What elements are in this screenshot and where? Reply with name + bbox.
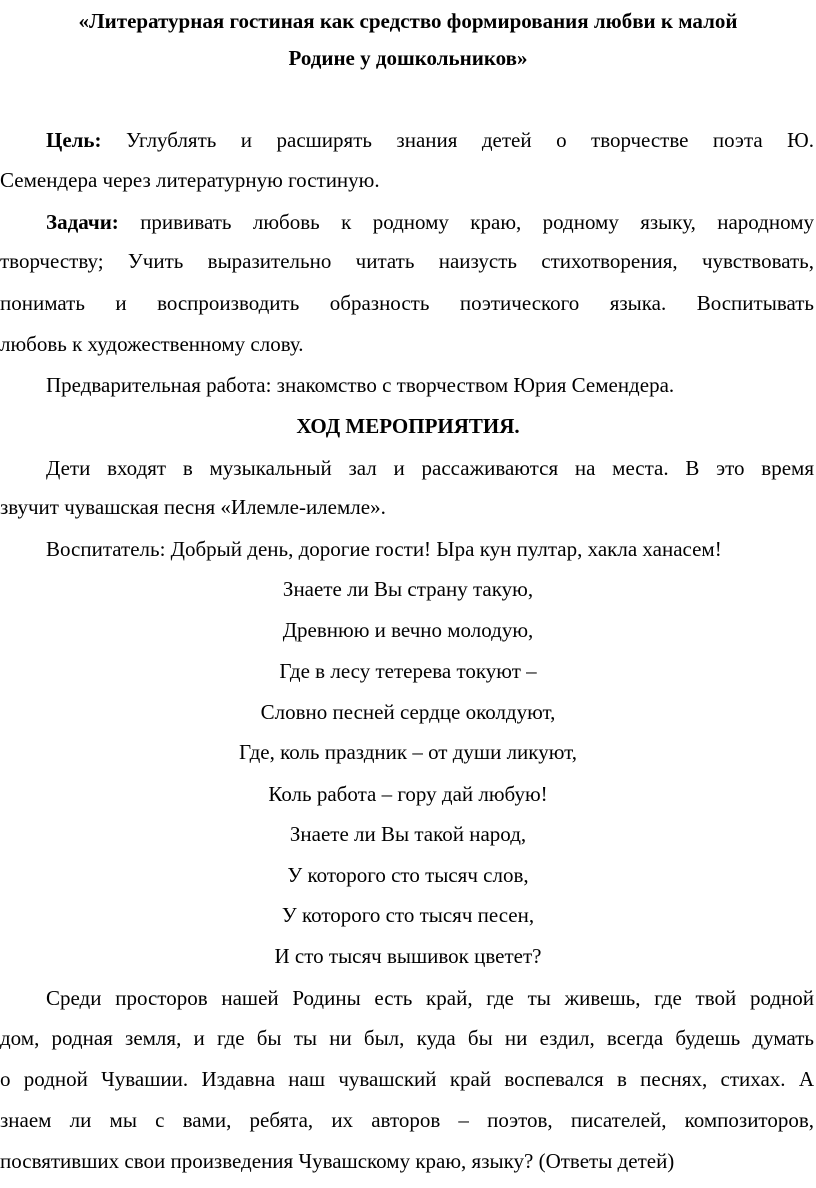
- closing-line-1: Среди просторов нашей Родины есть край, где ты живешь, где твой родной: [46, 986, 814, 1010]
- closing-line-5: посвятивших свои произведения Чувашскому краю, языку? (Ответы детей): [0, 1149, 675, 1173]
- closing-line-3: о родной Чувашии. Издавна наш чувашский край воспевался в песнях, стихах. А: [0, 1067, 814, 1091]
- tasks-paragraph-line-4: любовь к художественному слову.: [0, 332, 304, 356]
- tasks-paragraph-line-3: понимать и воспроизводить образность поэтического языка. Воспитывать: [0, 291, 814, 315]
- goal-text: Углублять и расширять знания детей о творчестве поэта Ю.: [101, 128, 814, 152]
- poem-line: Древнюю и вечно молодую,: [282, 618, 534, 642]
- closing-line-4: знаем ли мы с вами, ребята, их авторов – поэтов, писателей, композиторов,: [0, 1108, 814, 1132]
- section-heading: ХОД МЕРОПРИЯТИЯ.: [296, 414, 520, 438]
- intro-line-1: Дети входят в музыкальный зал и рассаживаются на места. В это время: [46, 456, 814, 480]
- poem-line: У которого сто тысяч песен,: [281, 903, 535, 927]
- poem-line: У которого сто тысяч слов,: [287, 863, 529, 887]
- closing-line-2: дом, родная земля, и где бы ты ни был, куда бы ни ездил, всегда будешь думать: [0, 1026, 814, 1050]
- goal-paragraph-line-1: [46, 127, 814, 153]
- tasks-text: прививать любовь к родному краю, родному языку, народному: [118, 210, 814, 234]
- preliminary-work-line: Предварительная работа: знакомство с творчеством Юрия Семендера.: [46, 373, 675, 397]
- tasks-paragraph-line-2: творчеству; Учить выразительно читать наизусть стихотворения, чувствовать,: [0, 249, 814, 273]
- intro-line-2: звучит чувашская песня «Илемле-илемле».: [0, 495, 386, 519]
- poem-line: Где в лесу тетерева токуют –: [279, 659, 537, 683]
- poem-line: Коль работа – гору дай любую!: [268, 782, 548, 806]
- tasks-label: Задачи:: [46, 210, 119, 234]
- poem-line: Знаете ли Вы такой народ,: [289, 822, 527, 846]
- poem-line: Знаете ли Вы страну такую,: [282, 577, 534, 601]
- goal-label: Цель:: [46, 128, 102, 152]
- goal-paragraph-line-2: Семендера через литературную гостиную.: [0, 168, 380, 192]
- poem-line: Где, коль праздник – от души ликуют,: [239, 740, 577, 764]
- tasks-paragraph-line-1: [46, 209, 814, 235]
- poem-line: Словно песней сердце околдуют,: [260, 700, 556, 724]
- document-title-line-1: «Литературная гостиная как средство формирования любви к малой: [78, 9, 738, 33]
- greeting-line: Воспитатель: Добрый день, дорогие гости! Ыра кун пултар, хакла ханасем!: [46, 537, 722, 561]
- document-title-line-2: Родине у дошкольников»: [288, 46, 528, 70]
- poem-line: И сто тысяч вышивок цветет?: [274, 944, 542, 968]
